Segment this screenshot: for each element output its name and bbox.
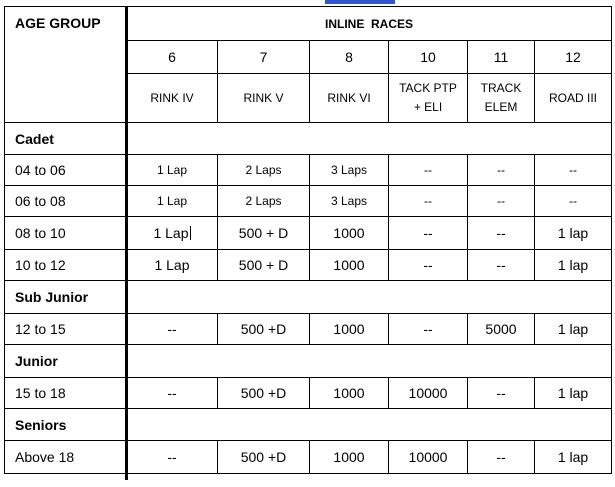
race-value-cell [310, 155, 389, 186]
race-event-name: RINK V [218, 74, 310, 123]
table-row [5, 314, 612, 345]
race-value-cell [310, 217, 389, 250]
race-value: 1 Lap [153, 225, 189, 241]
race-event-name: TACK PTP + ELI [389, 74, 468, 123]
category-spacer [127, 409, 612, 441]
race-value: 1000 [333, 225, 365, 241]
table-row [5, 441, 612, 474]
race-value: 3 Laps [330, 194, 368, 208]
category-spacer [127, 281, 612, 314]
header-row-1 [5, 7, 612, 41]
race-value-cell [218, 186, 310, 217]
race-value-cell [127, 314, 218, 345]
race-value-cell [468, 378, 535, 409]
race-value: 500 +D [240, 385, 287, 401]
race-value: -- [497, 163, 505, 177]
race-value: -- [167, 449, 177, 465]
age-range-cell: 08 to 10 [5, 217, 127, 250]
age-range-cell: 06 to 08 [5, 186, 127, 217]
race-value: 1000 [333, 321, 365, 337]
race-value-cell [389, 217, 468, 250]
race-value-cell [468, 155, 535, 186]
category-spacer [127, 345, 612, 378]
race-value: -- [424, 194, 432, 208]
cropped-heading-fragment [325, 0, 395, 4]
race-value-cell [468, 441, 535, 474]
category-label: Junior [5, 345, 127, 378]
race-value: 500 +D [240, 449, 287, 465]
race-value: 1 lap [557, 257, 589, 273]
race-value: -- [496, 385, 506, 401]
race-value-cell [310, 314, 389, 345]
category-spacer [127, 123, 612, 155]
race-value-cell [127, 217, 218, 250]
race-number: 12 [535, 41, 612, 74]
race-value-cell [535, 250, 612, 281]
race-value-cell [218, 314, 310, 345]
race-value-cell [127, 250, 218, 281]
race-value: 1000 [333, 257, 365, 273]
race-value-cell [468, 250, 535, 281]
race-value: -- [497, 194, 505, 208]
race-value: 1 lap [557, 385, 589, 401]
age-range-cell: 15 to 18 [5, 378, 127, 409]
table-row [5, 186, 612, 217]
race-value: -- [496, 257, 506, 273]
race-value-cell [468, 314, 535, 345]
race-value: -- [496, 225, 506, 241]
race-value-cell [535, 378, 612, 409]
race-value-cell [535, 314, 612, 345]
age-range-cell: 10 to 12 [5, 250, 127, 281]
race-value-cell [310, 441, 389, 474]
race-value: 10000 [408, 449, 448, 465]
race-number: 7 [218, 41, 310, 74]
race-value-cell [535, 186, 612, 217]
race-value: 3 Laps [330, 163, 368, 177]
race-value-cell [389, 314, 468, 345]
race-event-name: TRACK ELEM [468, 74, 535, 123]
category-row [5, 123, 612, 155]
race-value: -- [423, 321, 433, 337]
race-value: 500 + D [238, 225, 289, 241]
race-event-name: RINK VI [310, 74, 389, 123]
race-value-cell [127, 155, 218, 186]
race-value: 1000 [333, 385, 365, 401]
race-value-cell [218, 217, 310, 250]
race-value-cell [468, 217, 535, 250]
race-value: 500 +D [240, 321, 287, 337]
race-value-cell [310, 186, 389, 217]
age-range-cell: Above 18 [5, 441, 127, 474]
race-value: -- [569, 163, 577, 177]
race-number: 11 [468, 41, 535, 74]
inline-races-header: INLINE RACES [127, 7, 612, 41]
race-value-cell [535, 441, 612, 474]
category-label: Seniors [5, 409, 127, 441]
category-row [5, 345, 612, 378]
race-number: 8 [310, 41, 389, 74]
race-value: 5000 [485, 321, 517, 337]
race-value-cell [389, 441, 468, 474]
race-value-cell [310, 250, 389, 281]
age-range-cell: 04 to 06 [5, 155, 127, 186]
column-divider [125, 6, 128, 480]
age-range-cell: 12 to 15 [5, 314, 127, 345]
race-value-cell [468, 186, 535, 217]
race-value-cell [389, 378, 468, 409]
race-number: 6 [127, 41, 218, 74]
race-value: -- [496, 449, 506, 465]
category-label: Cadet [5, 123, 127, 155]
race-event-name: ROAD III [535, 74, 612, 123]
category-row [5, 409, 612, 441]
race-value-cell [389, 250, 468, 281]
race-value: -- [167, 385, 177, 401]
race-value: 1 Lap [156, 163, 188, 177]
race-value: 500 + D [238, 257, 289, 273]
race-value-cell [218, 378, 310, 409]
race-number: 10 [389, 41, 468, 74]
race-value: 10000 [408, 385, 448, 401]
race-value-cell [127, 441, 218, 474]
text-cursor [190, 226, 191, 240]
race-value: 1 lap [557, 225, 589, 241]
race-value: -- [424, 163, 432, 177]
race-value-cell [535, 217, 612, 250]
race-value-cell [218, 155, 310, 186]
race-value-cell [218, 441, 310, 474]
races-table [4, 6, 612, 474]
race-value: -- [423, 257, 433, 273]
table-row [5, 217, 612, 250]
race-value-cell [389, 155, 468, 186]
races-table-wrap [4, 6, 612, 474]
category-row [5, 281, 612, 314]
table-row [5, 378, 612, 409]
race-value-cell [535, 155, 612, 186]
race-value: -- [569, 194, 577, 208]
race-value-cell [389, 186, 468, 217]
table-row [5, 155, 612, 186]
race-value: 2 Laps [245, 163, 282, 177]
category-label: Sub Junior [5, 281, 127, 314]
age-group-header: AGE GROUP [5, 7, 127, 123]
race-value-cell [127, 378, 218, 409]
race-value-cell [218, 250, 310, 281]
race-value: -- [423, 225, 433, 241]
race-value: 1 lap [557, 449, 589, 465]
race-value: 1 lap [557, 321, 589, 337]
race-value: 2 Laps [245, 194, 282, 208]
race-value: 1000 [333, 449, 365, 465]
race-value-cell [310, 378, 389, 409]
race-value: 1 Lap [156, 194, 188, 208]
race-value: -- [167, 321, 177, 337]
race-value-cell [127, 186, 218, 217]
race-value: 1 Lap [154, 257, 190, 273]
race-event-name: RINK IV [127, 74, 218, 123]
table-row [5, 250, 612, 281]
